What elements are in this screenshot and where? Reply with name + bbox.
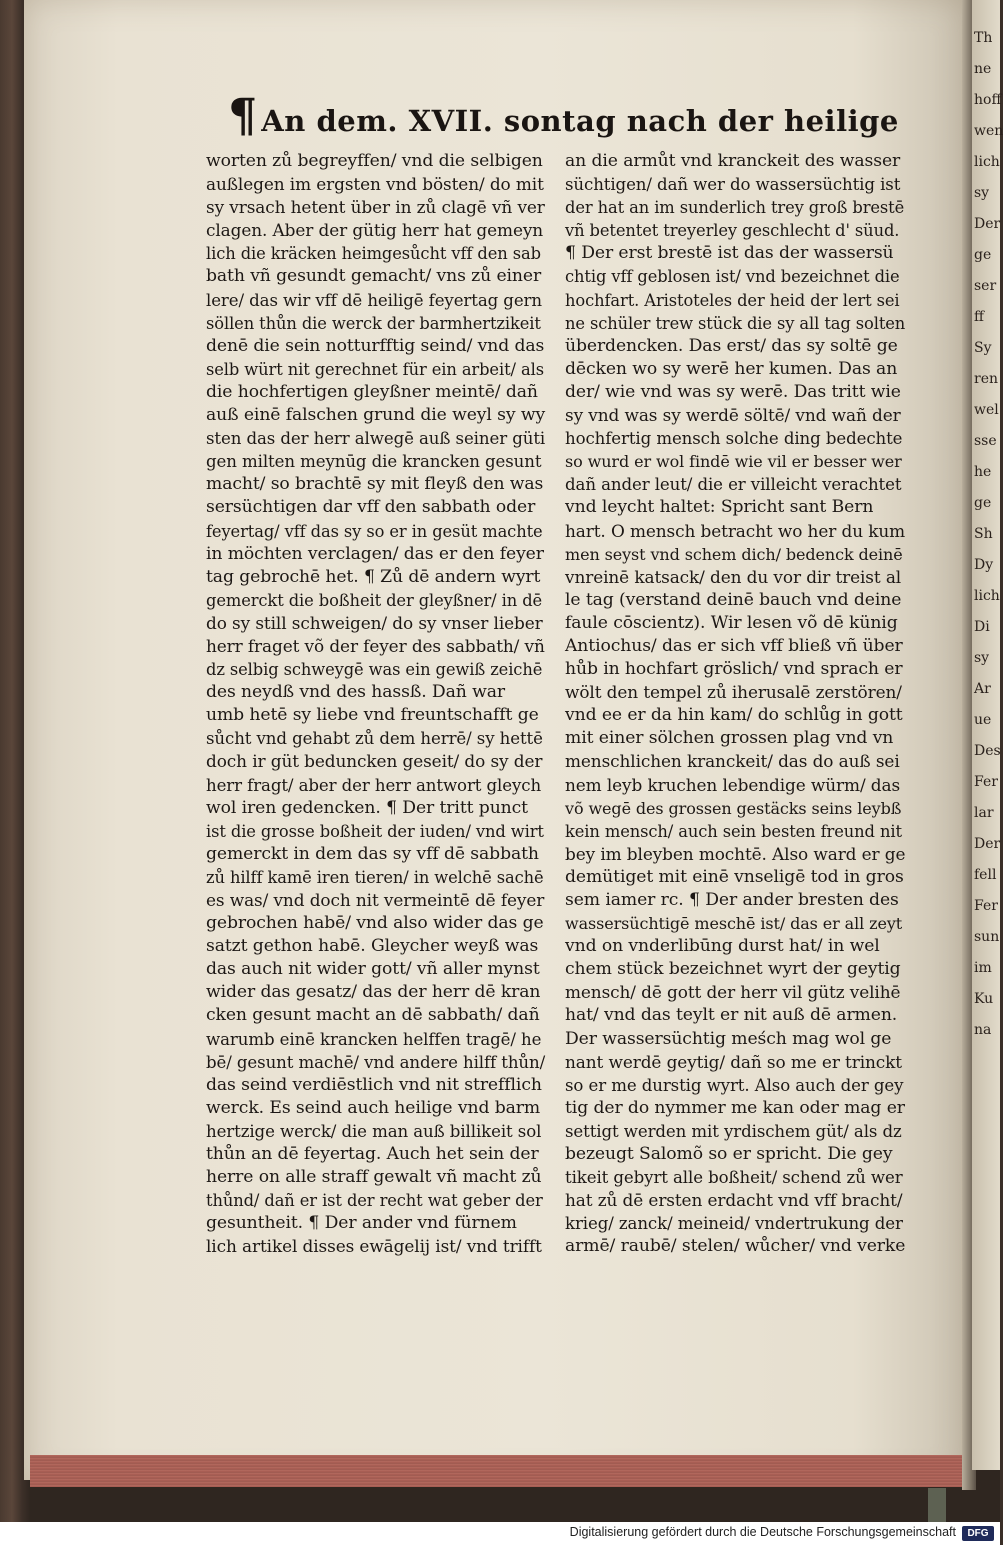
pilcrow-icon: ¶ [228,88,258,142]
next-page-fragment: na [974,1022,992,1038]
text-line: võ wegē des grossen gestäcks seins leybß [565,798,902,818]
text-line: settigt werden mit yrdischem güt/ als dz [565,1121,902,1141]
next-page-fragment: Sy [974,340,992,356]
text-line: gemerckt in dem das sy vff dē sabbath [206,843,539,864]
next-page-strip [972,0,1003,1470]
next-page-fragment: ren [974,371,998,387]
text-line: demütiget mit einē vnseligē tod in gros [565,866,904,887]
text-line: lich artikel disses ewāgelij ist/ vnd trifft [206,1236,542,1257]
text-line: der hat an im sunderlich trey groß brestē [565,198,905,218]
next-page-fragment: Th [974,30,993,46]
next-page-fragment: ne [974,61,992,77]
next-page-fragment: ser [974,278,997,294]
next-page-fragment: fell [974,867,997,883]
text-line: in möchten verclagen/ das er den feyer [206,543,544,564]
text-line: vnd on vnderlibūng durst hat/ in wel [565,936,880,957]
text-line: bey im bleyben mochtē. Also ward er ge [565,843,906,864]
text-line: hertzige werck/ die man auß billikeit sol [206,1121,542,1141]
next-page-fragment: Sh [974,526,993,542]
text-line: satzt gethon habē. Gleycher weyß was [206,936,539,957]
text-line: sersüchtigen dar vff den sabbath oder [206,497,536,518]
text-line: außlegen im ergsten vnd bösten/ do mit [206,174,544,195]
text-line: hůb in hochfart gröslich/ vnd sprach er [565,659,903,680]
text-line: sten das der herr alwegē auß seiner güti [206,429,546,449]
text-line: ne schüler trew stück die sy all tag solten [565,313,906,333]
text-line: dz selbig schweygē was ein gewiß zeichē [206,660,543,680]
text-line: sem iamer rc. ¶ Der ander bresten des [565,890,899,910]
text-line: die hochfertigen gleyßner meintē/ dañ [206,381,538,402]
text-line: söllen thůn die werck der barmhertzikeit [206,313,541,333]
next-page-fragment: sy [974,185,990,201]
next-page-fragment: Di [974,619,990,635]
text-line: worten zů begreyffen/ vnd die selbigen [206,151,543,171]
next-page-fragment: Fer [974,774,998,790]
text-line: nant werdē geytig/ dañ so me er trinckt [565,1051,902,1072]
text-line: hart. O mensch betracht wo her du kum [565,520,906,541]
text-line: kein mensch/ auch sein besten freund nit [565,821,902,841]
text-line: krieg/ zanck/ meineid/ vndertrukung der [565,1214,903,1234]
text-line: gemerckt die boßheit der gleyßner/ in dē [206,590,543,610]
text-line: ¶ Der erst brestē ist das der wassersü [565,243,894,264]
text-line: do sy still schweigen/ do sy vnser lieber [206,612,543,633]
next-page-fragment: Dy [974,557,994,573]
text-line: es was/ vnd doch nit vermeintē dē feyer [206,890,545,910]
text-line: vnd leycht haltet: Spricht sant Bern [565,497,874,518]
next-page-fragment: sse [974,433,997,449]
text-line: gebrochen habē/ vnd also wider das ge [206,913,544,934]
page-heading [228,88,908,142]
text-line: wassersüchtigē meschē ist/ das er all zeyt [565,914,903,934]
page-edge-red [30,1455,965,1487]
text-line: so er me durstig wyrt. Also auch der gey [565,1075,904,1095]
next-page-fragment: im [974,960,992,976]
text-line: hat zů dē ersten erdacht vnd vff bracht/ [565,1190,903,1211]
text-line: wölt den tempel zů iherusalē zerstören/ [565,682,902,703]
text-line: faule cōscientz). Wir lesen võ dē künig [565,612,898,633]
text-line: hat/ vnd das teylt er nit auß dē armen. [565,1005,898,1026]
text-line: vnreinē katsack/ den du vor dir treist al [565,566,902,587]
next-page-fragment: sun [974,929,1000,945]
text-line: selb würt nit gerechnet für ein arbeit/ als [206,359,544,379]
text-line: an die armůt vnd kranckeit des wasser [565,151,901,171]
next-page-fragment: Fer [974,898,998,914]
dfg-logo: DFG [962,1526,994,1541]
text-line: süchtigen/ dañ wer do wassersüchtig ist [565,175,901,195]
text-line: vnd ee er da hin kam/ do schlůg in gott [565,705,903,726]
next-page-fragment: ue [974,712,992,728]
text-line: warumb einē krancken helffen tragē/ he [206,1029,542,1049]
text-line: feyertag/ vff das sy so er in gesüt machte [206,521,543,541]
next-page-fragment: ff [974,309,984,325]
text-line: sůcht vnd gehabt zů dem herrē/ sy hettē [206,729,543,749]
next-page-fragment: lich [974,154,1000,170]
text-line: clagen. Aber der gütig herr hat gemeyn [206,220,544,241]
digitization-footer [0,1522,1000,1545]
text-line: hochfart. Aristoteles der heid der lert sei [565,290,900,310]
text-line: thůn an dē feyertag. Auch het sein der [206,1144,539,1165]
next-page-fragment: Ar [974,681,991,697]
text-line: hochfertig mensch solche ding bedechte [565,429,903,449]
text-line: tig der do nymmer me kan oder mag er [565,1097,905,1118]
text-line: bath vñ gesundt gemacht/ vns zů einer [206,266,542,287]
text-line: mit einer sölchen grossen plag vnd vn [565,728,894,749]
text-line: das auch nit wider gott/ vñ aller mynst [206,959,540,980]
text-line: macht/ so brachtē sy mit fleyß den was [206,474,544,495]
text-line: sy vnd was sy werdē söltē/ vnd wañ der [565,405,901,426]
text-line: armē/ raubē/ stelen/ wůcher/ vnd verke [565,1236,906,1257]
next-page-fragment: ge [974,495,992,511]
text-line: dañ ander leut/ die er villeicht verachtet [565,475,902,495]
heading-text: An dem. XVII. sontag nach der heilige [261,104,899,138]
next-page-fragment: Ku [974,991,994,1007]
text-line: der/ wie vnd was sy werē. Das tritt wie [565,381,901,402]
text-line: dēcken wo sy werē her kumen. Das an [565,358,898,379]
next-page-fragment: he [974,464,992,480]
text-line: doch ir güt beduncken geseit/ do sy der [206,751,543,772]
next-page-fragment: wen [974,123,1003,139]
text-line: Der wassersüchtig meśch mag wol ge [565,1028,892,1049]
text-line: gesuntheit. ¶ Der ander vnd fürnem [206,1213,517,1234]
text-line: lere/ das wir vff dē heiligē feyertag gern [206,290,542,310]
text-line: gen milten meynūg die krancken gesunt [206,452,542,472]
text-line: lich die kräcken heimgesůcht vff den sab [206,244,541,264]
text-line: thůnd/ dañ er ist der recht wat geber der [206,1191,543,1211]
text-line: zů hilff kamē iren tieren/ in welchē sachē [206,867,544,887]
text-line: bē/ gesunt machē/ vnd andere hilff thůn/ [206,1052,546,1072]
text-line: so wurd er wol findē wie vil er besser wer [565,452,902,472]
next-page-fragment: lar [974,805,994,821]
text-line: herr fraget võ der feyer des sabbath/ vñ [206,635,545,656]
footer-credit: Digitalisierung gefördert durch die Deutsche Forschungsgemeinschaft [569,1525,956,1539]
next-page-fragment: Der [974,216,1001,232]
next-page-fragment: sy [974,650,990,666]
next-page-fragment: Des [974,743,1001,759]
text-line: nem leyb kruchen lebendige würm/ das [565,774,901,795]
right-text-column [565,150,905,1259]
text-line: cken gesunt macht an dē sabbath/ dañ [206,1005,540,1026]
text-line: tag gebrochē het. ¶ Zů dē andern wyrt [206,566,541,587]
next-page-fragment: lich [974,588,1000,604]
text-line: wol iren gedencken. ¶ Der tritt punct [206,797,528,818]
text-line: überdencken. Das erst/ das sy soltē ge [565,335,898,356]
text-line: ist die grosse boßheit der iuden/ vnd wirt [206,821,544,841]
text-line: Antiochus/ das er sich vff bließ vñ über [565,635,903,656]
text-line: denē die sein notturfftig seind/ vnd das [206,335,545,356]
text-line: vñ betentet treyerley geschlecht d' süud. [565,221,900,241]
text-line: menschlichen kranckeit/ das do auß sei [565,751,900,772]
text-line: wider das gesatz/ das der herr dē kran [206,982,541,1003]
text-line: umb hetē sy liebe vnd freuntschafft ge [206,705,539,726]
text-line: herr fragt/ aber der herr antwort gleych [206,775,542,795]
text-line: des neydß vnd des hassß. Dañ war [206,682,505,703]
text-line: werck. Es seind auch heilige vnd barm [206,1097,541,1118]
next-page-fragment: Der [974,836,1001,852]
text-line: bezeugt Salomõ so er spricht. Die gey [565,1144,893,1165]
text-line: chtig vff geblosen ist/ vnd bezeichnet die [565,267,900,287]
text-line: das seind verdiēstlich vnd nit strefflich [206,1074,542,1095]
text-line: mensch/ dē gott der herr vil gütz velihē [565,982,901,1003]
text-line: men seyst vnd schem dich/ bedenck deinē [565,544,903,564]
text-line: herre on alle straff gewalt vñ macht zů [206,1167,542,1188]
text-line: tikeit gebyrt alle boßheit/ schend zů wer [565,1168,903,1188]
text-line: auß einē falschen grund die weyl sy wy [206,405,546,426]
next-page-fragment: ge [974,247,992,263]
next-page-fragment: wel [974,402,999,418]
text-line: le tag (verstand deinē bauch vnd deine [565,589,902,610]
text-line: sy vrsach hetent über in zů clagē vñ ver [206,197,545,218]
text-line: chem stück bezeichnet wyrt der geytig [565,959,901,980]
next-page-fragment: hoff [974,92,1002,108]
left-text-column [206,150,546,1259]
